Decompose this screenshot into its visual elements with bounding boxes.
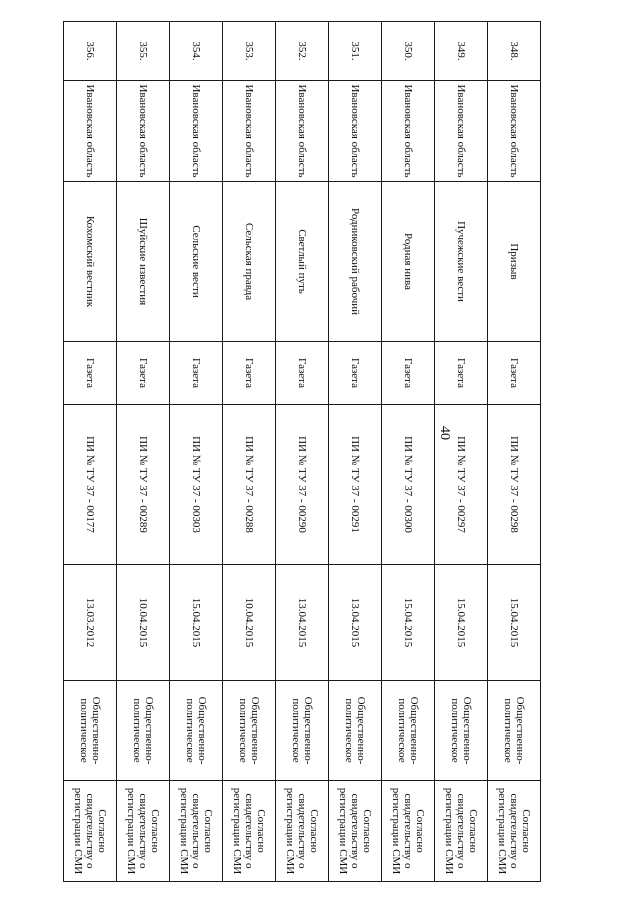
media-type-cell: Газета — [488, 342, 541, 405]
publication-title-cell: Светлый путь — [276, 182, 329, 342]
region-cell: Ивановская область — [488, 81, 541, 182]
registration-number-cell: ПИ № ТУ 37 - 00290 — [276, 405, 329, 565]
table-row — [435, 22, 488, 882]
registration-number-cell: ПИ № ТУ 37 - 00289 — [117, 405, 170, 565]
row-number-cell: 351. — [329, 22, 382, 81]
category-cell: Общественно-политическое — [382, 681, 435, 781]
media-type-cell: Газета — [170, 342, 223, 405]
row-number-cell: 353. — [223, 22, 276, 81]
note-cell: Согласно свидетельству о регистрации СМИ — [170, 781, 223, 882]
category-cell: Общественно-политическое — [329, 681, 382, 781]
region-cell: Ивановская область — [170, 81, 223, 182]
row-number-cell: 352. — [276, 22, 329, 81]
region-cell: Ивановская область — [329, 81, 382, 182]
table-row — [64, 22, 117, 882]
registration-date-cell: 13.03.2012 — [64, 565, 117, 681]
media-type-cell: Газета — [382, 342, 435, 405]
registration-date-cell: 15.04.2015 — [488, 565, 541, 681]
registration-number-cell: ПИ № ТУ 37 - 00288 — [223, 405, 276, 565]
region-cell: Ивановская область — [276, 81, 329, 182]
table-row — [170, 22, 223, 882]
note-cell: Согласно свидетельству о регистрации СМИ — [488, 781, 541, 882]
row-number-cell: 354. — [170, 22, 223, 81]
registration-date-cell: 10.04.2015 — [223, 565, 276, 681]
registration-number-cell: ПИ № ТУ 37 - 00303 — [170, 405, 223, 565]
publication-title-cell: Родниковский рабочий — [329, 182, 382, 342]
publication-title-cell: Сельская правда — [223, 182, 276, 342]
table-row — [382, 22, 435, 882]
row-number-cell: 356. — [64, 22, 117, 81]
row-number-cell: 349. — [435, 22, 488, 81]
publication-title-cell: Родная нива — [382, 182, 435, 342]
category-cell: Общественно-политическое — [276, 681, 329, 781]
rotated-table-container — [63, 21, 541, 881]
region-cell: Ивановская область — [64, 81, 117, 182]
media-type-cell: Газета — [64, 342, 117, 405]
registration-date-cell: 13.04.2015 — [276, 565, 329, 681]
note-cell: Согласно свидетельству о регистрации СМИ — [223, 781, 276, 882]
table-row — [223, 22, 276, 882]
region-cell: Ивановская область — [117, 81, 170, 182]
region-cell: Ивановская область — [435, 81, 488, 182]
table-body — [64, 22, 541, 882]
note-cell: Согласно свидетельству о регистрации СМИ — [435, 781, 488, 882]
category-cell: Общественно-политическое — [170, 681, 223, 781]
registration-number-cell: ПИ № ТУ 37 - 00297 — [435, 405, 488, 565]
category-cell: Общественно-политическое — [223, 681, 276, 781]
publication-title-cell: Сельские вести — [170, 182, 223, 342]
registration-number-cell: ПИ № ТУ 37 - 00291 — [329, 405, 382, 565]
registration-date-cell: 10.04.2015 — [117, 565, 170, 681]
category-cell: Общественно-политическое — [117, 681, 170, 781]
media-type-cell: Газета — [435, 342, 488, 405]
registration-number-cell: ПИ № ТУ 37 - 00177 — [64, 405, 117, 565]
category-cell: Общественно-политическое — [488, 681, 541, 781]
registration-date-cell: 15.04.2015 — [170, 565, 223, 681]
registration-date-cell: 15.04.2015 — [382, 565, 435, 681]
region-cell: Ивановская область — [223, 81, 276, 182]
publication-title-cell: Кохомский вестник — [64, 182, 117, 342]
category-cell: Общественно-политическое — [64, 681, 117, 781]
note-cell: Согласно свидетельству о регистрации СМИ — [329, 781, 382, 882]
page-number: 40 — [437, 426, 452, 440]
note-cell: Согласно свидетельству о регистрации СМИ — [382, 781, 435, 882]
table-row — [117, 22, 170, 882]
media-type-cell: Газета — [117, 342, 170, 405]
media-type-cell: Газета — [276, 342, 329, 405]
category-cell: Общественно-политическое — [435, 681, 488, 781]
publication-title-cell: Пучежские вести — [435, 182, 488, 342]
table-row — [329, 22, 382, 882]
table-row — [488, 22, 541, 882]
note-cell: Согласно свидетельству о регистрации СМИ — [117, 781, 170, 882]
table-rotation-wrapper — [63, 21, 541, 881]
media-type-cell: Газета — [329, 342, 382, 405]
registration-date-cell: 13.04.2015 — [329, 565, 382, 681]
publication-title-cell: Шуйские известия — [117, 182, 170, 342]
media-registry-table — [63, 21, 541, 882]
row-number-cell: 350. — [382, 22, 435, 81]
note-cell: Согласно свидетельству о регистрации СМИ — [64, 781, 117, 882]
media-type-cell: Газета — [223, 342, 276, 405]
region-cell: Ивановская область — [382, 81, 435, 182]
registration-date-cell: 15.04.2015 — [435, 565, 488, 681]
row-number-cell: 348. — [488, 22, 541, 81]
registration-number-cell: ПИ № ТУ 37 - 00298 — [488, 405, 541, 565]
row-number-cell: 355. — [117, 22, 170, 81]
note-cell: Согласно свидетельству о регистрации СМИ — [276, 781, 329, 882]
publication-title-cell: Призыв — [488, 182, 541, 342]
registration-number-cell: ПИ № ТУ 37 - 00300 — [382, 405, 435, 565]
table-row — [276, 22, 329, 882]
